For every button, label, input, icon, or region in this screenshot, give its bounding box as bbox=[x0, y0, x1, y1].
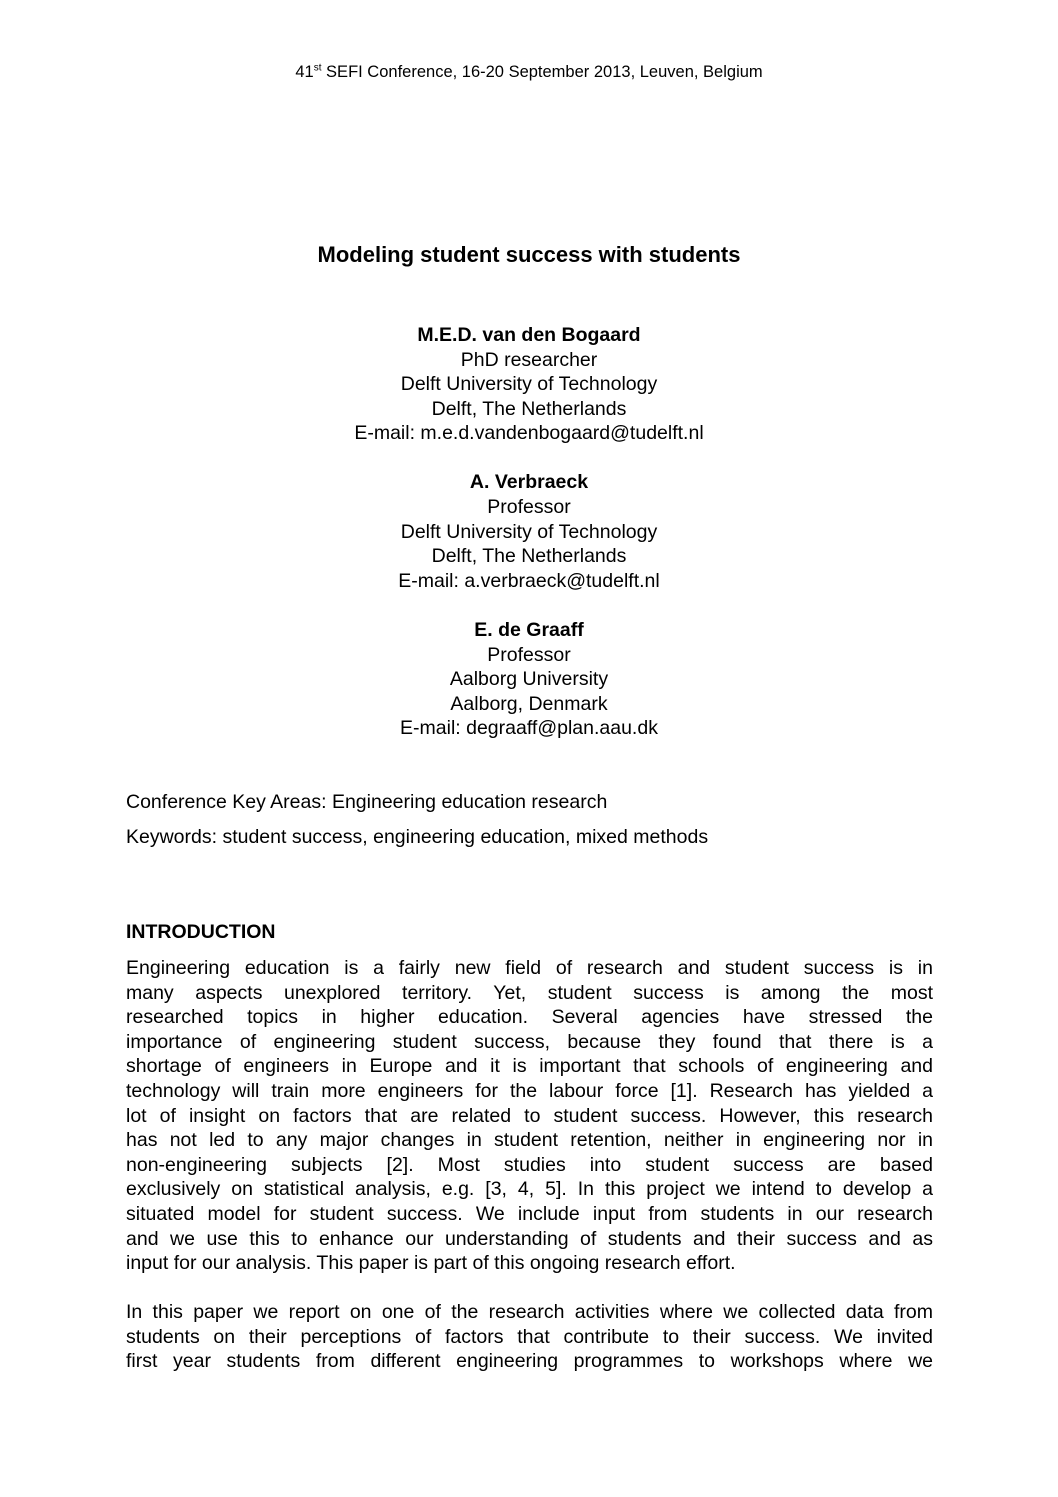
text-line: importance of engineering student success, because they found that there is a bbox=[126, 1030, 933, 1053]
author-location: Delft, The Netherlands bbox=[431, 545, 627, 568]
text-line: shortage of engineers in Europe and it is important that schools of engineering and bbox=[126, 1055, 933, 1078]
text-line: input for our analysis. This paper is part of this ongoing research effort. bbox=[126, 1252, 736, 1275]
section-heading-introduction: INTRODUCTION bbox=[126, 921, 276, 943]
author-location: Aalborg, Denmark bbox=[450, 692, 608, 715]
text-line: In this paper we report on one of the research activities where we collected data from bbox=[126, 1301, 933, 1323]
introduction-paragraph-1 bbox=[126, 956, 933, 1276]
author-name: M.E.D. van den Bogaard bbox=[417, 324, 641, 346]
conference-details: SEFI Conference, 16-20 September 2013, Leuven, Belgium bbox=[321, 63, 763, 81]
author-name: E. de Graaff bbox=[474, 618, 584, 641]
author-role: PhD researcher bbox=[460, 348, 598, 371]
author-role: Professor bbox=[487, 496, 571, 519]
author-institution: Delft University of Technology bbox=[400, 520, 658, 543]
text-line: first year students from different engineering programmes to workshops where we bbox=[126, 1350, 933, 1373]
text-line: researched topics in higher education. Several agencies have stressed the bbox=[126, 1006, 933, 1029]
text-line: Engineering education is a fairly new field of research and student success is in bbox=[126, 957, 933, 979]
text-line: exclusively on statistical analysis, e.g. [3, 4, 5]. In this project we intend to develop a bbox=[126, 1178, 933, 1201]
conference-header bbox=[0, 60, 1058, 84]
text-line: situated model for student success. We include input from students in our research bbox=[126, 1202, 933, 1225]
text-line: non-engineering subjects [2]. Most studies into student success are based bbox=[126, 1153, 933, 1176]
author-role: Professor bbox=[487, 643, 571, 666]
text-line: students on their perceptions of factors that contribute to their success. We invited bbox=[126, 1325, 933, 1348]
introduction-paragraph-2 bbox=[126, 1300, 933, 1374]
conference-ordinal: 41 bbox=[295, 63, 314, 81]
author-institution: Delft University of Technology bbox=[400, 373, 658, 396]
text-line: lot of insight on factors that are related to student success. However, this research bbox=[126, 1104, 933, 1127]
author-location: Delft, The Netherlands bbox=[431, 397, 627, 420]
author-name: A. Verbraeck bbox=[469, 471, 589, 494]
author-block bbox=[0, 618, 1058, 741]
text-line: technology will train more engineers for the labour force [1]. Research has yielded a bbox=[126, 1079, 933, 1102]
text-line: and we use this to enhance our understanding of students and their success and as bbox=[126, 1227, 933, 1250]
text-line: has not led to any major changes in student retention, neither in engineering nor in bbox=[126, 1129, 933, 1152]
author-list bbox=[0, 323, 1058, 741]
author-block bbox=[0, 323, 1058, 446]
keywords: Keywords: student success, engineering education, mixed methods bbox=[126, 826, 709, 848]
paper-title: Modeling student success with students bbox=[317, 242, 741, 267]
author-email: E-mail: a.verbraeck@tudelft.nl bbox=[398, 569, 660, 592]
conference-key-areas: Conference Key Areas: Engineering education research bbox=[126, 791, 608, 813]
author-email: E-mail: degraaff@plan.aau.dk bbox=[400, 717, 658, 740]
author-block bbox=[0, 470, 1058, 593]
text-line: many aspects unexplored territory. Yet, student success is among the most bbox=[126, 981, 933, 1004]
author-institution: Aalborg University bbox=[449, 668, 609, 691]
conference-ordinal-suffix: st bbox=[313, 62, 322, 74]
author-email: E-mail: m.e.d.vandenbogaard@tudelft.nl bbox=[354, 422, 704, 445]
